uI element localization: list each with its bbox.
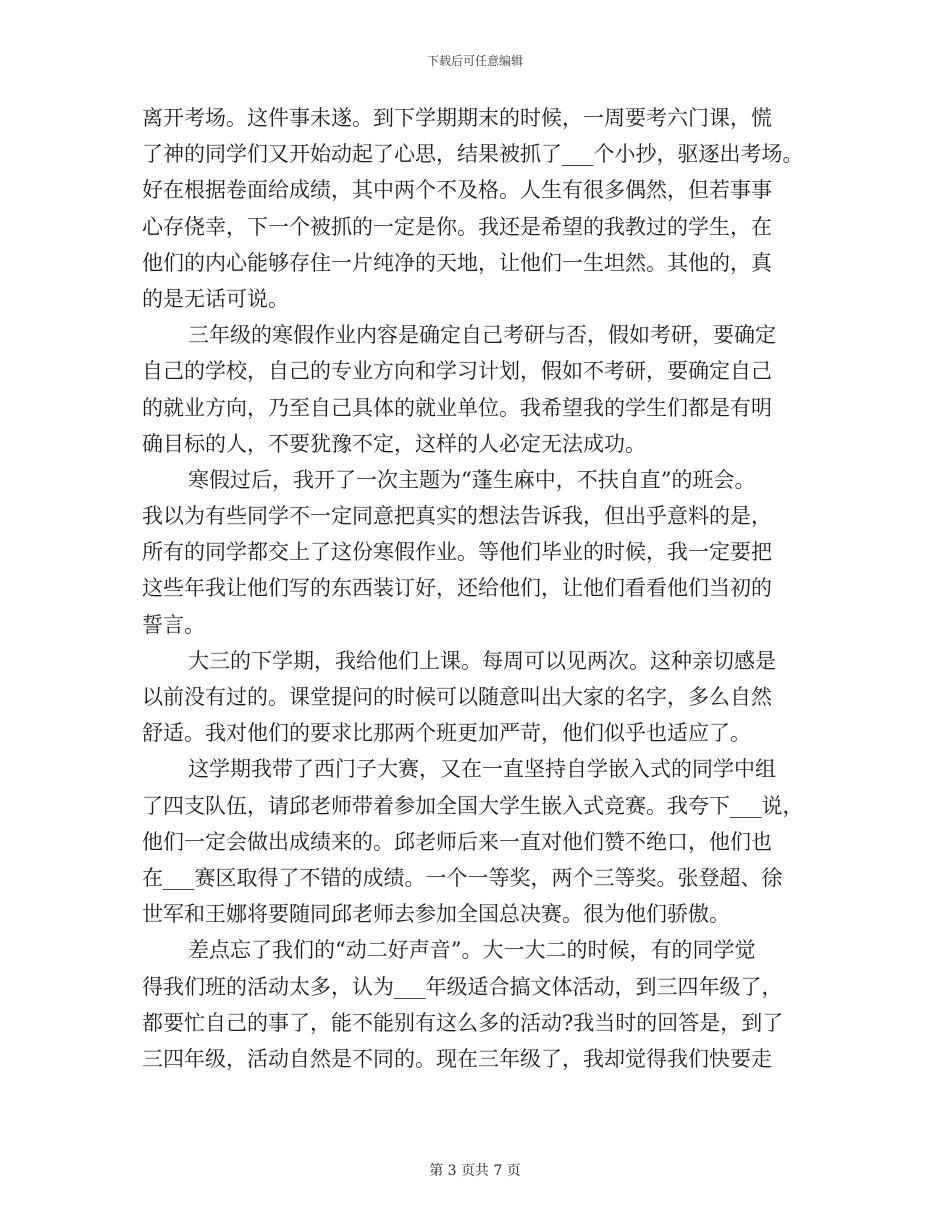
page-header: 下载后可任意编辑 <box>426 54 523 68</box>
text-line: 在___赛区取得了不错的成绩。一个一等奖，两个三等奖。张登超、徐 <box>142 865 783 890</box>
document-body <box>142 100 822 1077</box>
text-line: 确目标的人，不要犹豫不定，这样的人必定无法成功。 <box>142 431 646 456</box>
text-line: 他们一定会做出成绩来的。邱老师后来一直对他们赞不绝口，他们也 <box>142 829 772 854</box>
text-line: 得我们班的活动太多，认为___年级适合搞文体活动，到三四年级了， <box>142 974 783 999</box>
text-line: 这些年我让他们写的东西装订好，还给他们，让他们看看他们当初的 <box>142 576 772 601</box>
text-line: 寒假过后，我开了一次主题为“蓬生麻中，不扶自直”的班会。 <box>188 467 756 492</box>
text-line: 的就业方向，乃至自己具体的就业单位。我希望我的学生们都是有明 <box>142 395 772 420</box>
page-footer: 第 3 页共 7 页 <box>429 1163 521 1179</box>
text-line: 三年级的寒假作业内容是确定自己考研与否，假如考研，要确定 <box>188 323 776 348</box>
text-line: 都要忙自己的事了，能不能别有这么多的活动?我当时的回答是，到了 <box>142 1010 784 1035</box>
text-line: 了神的同学们又开始动起了心思，结果被抓了___个小抄，驱逐出考场。 <box>142 142 804 167</box>
text-line: 所有的同学都交上了这份寒假作业。等他们毕业的时候，我一定要把 <box>142 540 772 565</box>
text-line: 差点忘了我们的“动二好声音”。大一大二的时候，有的同学觉 <box>188 938 756 963</box>
text-line: 以前没有过的。课堂提问的时候可以随意叫出大家的名字，多么自然 <box>142 685 772 709</box>
text-line: 了四支队伍，请邱老师带着参加全国大学生嵌入式竞赛。我夸下___说， <box>142 793 804 818</box>
text-line: 离开考场。这件事未遂。到下学期期末的时候，一周要考六门课，慌 <box>142 106 772 130</box>
text-line: 心存侥幸，下一个被抓的一定是你。我还是希望的我教过的学生，在 <box>142 214 772 239</box>
text-line: 他们的内心能够存住一片纯净的天地，让他们一生坦然。其他的，真 <box>142 250 772 275</box>
text-line: 世军和王娜将要随同邱老师去参加全国总决赛。很为他们骄傲。 <box>142 902 730 927</box>
text-line: 这学期我带了西门子大赛，又在一直坚持自学嵌入式的同学中组 <box>188 757 776 782</box>
text-line: 我以为有些同学不一定同意把真实的想法告诉我，但出乎意料的是， <box>142 504 772 529</box>
text-line: 的是无话可说。 <box>142 286 289 311</box>
text-line: 三四年级，活动自然是不同的。现在三年级了，我却觉得我们快要走 <box>142 1046 772 1071</box>
text-line: 大三的下学期，我给他们上课。每周可以见两次。这种亲切感是 <box>188 648 776 673</box>
text-line: 自己的学校，自己的专业方向和学习计划，假如不考研，要确定自己 <box>142 359 772 384</box>
text-line: 舒适。我对他们的要求比那两个班更加严苛，他们似乎也适应了。 <box>142 721 751 746</box>
text-line: 好在根据卷面给成绩，其中两个不及格。人生有很多偶然，但若事事 <box>142 178 772 203</box>
text-line: 誓言。 <box>142 612 205 637</box>
